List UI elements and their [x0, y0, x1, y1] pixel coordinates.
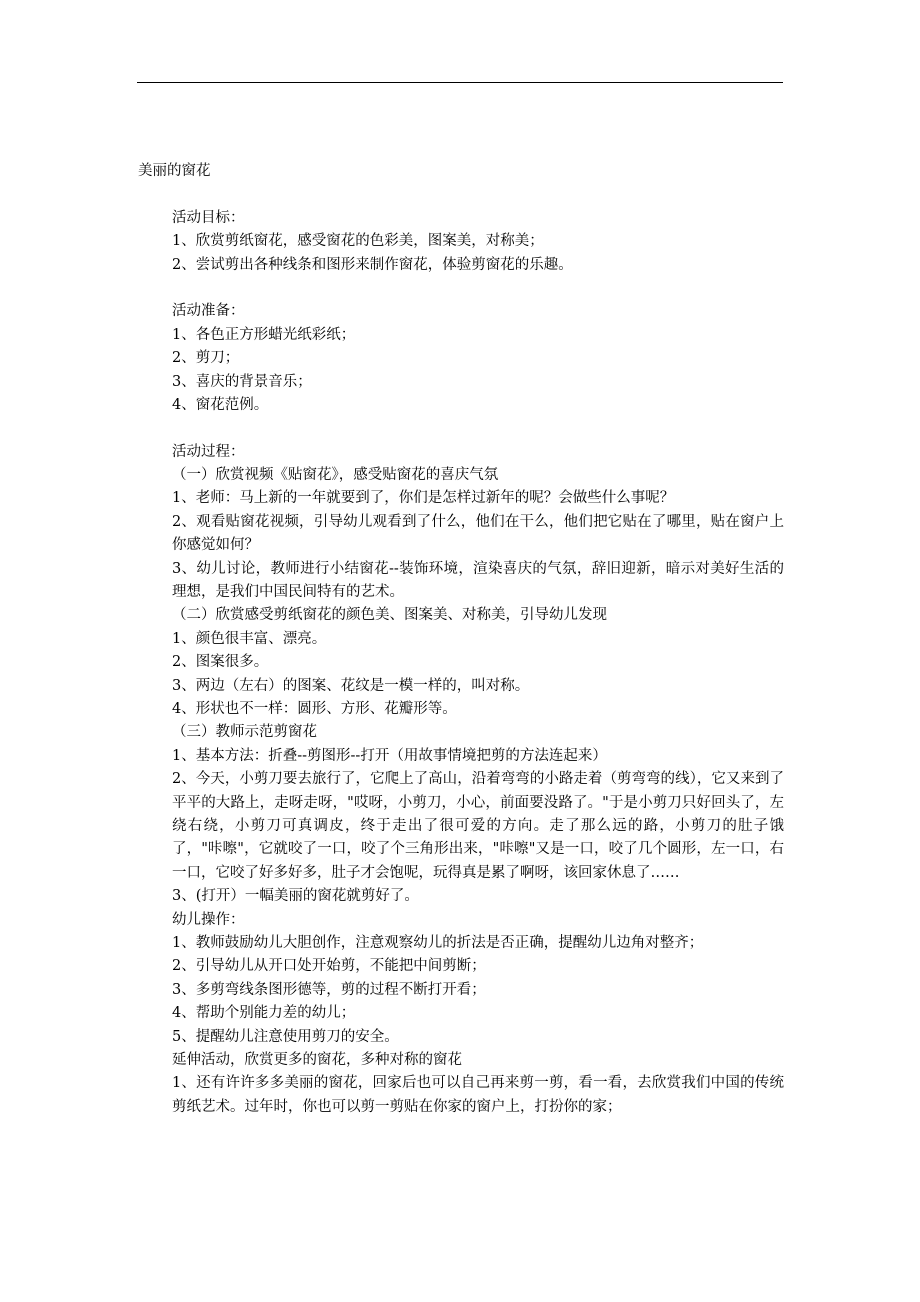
operation-item: 3、多剪弯线条图形德等，剪的过程不断打开看； [172, 981, 486, 998]
part1-paragraph: 3、幼儿讨论，教师进行小结窗花--装饰环境，渲染喜庆的气氛，辞旧迎新，暗示对美好生活的理想，是我们中国民间特有的艺术。 [172, 560, 784, 601]
operation-item: 1、教师鼓励幼儿大胆创作，注意观察幼儿的折法是否正确，提醒幼儿边角对整齐； [172, 935, 704, 952]
operation-item: 4、帮助个别能力差的幼儿； [172, 1005, 356, 1022]
prep-heading: 活动准备： [172, 303, 245, 320]
document-body [138, 160, 784, 1119]
process-heading: 活动过程： [172, 443, 245, 460]
part2-item: 4、形状也不一样：圆形、方形、花瓣形等。 [172, 701, 457, 718]
operation-heading: 幼儿操作： [172, 911, 245, 928]
header-rule [137, 82, 783, 83]
part2-item: 3、两边（左右）的图案、花纹是一模一样的，叫对称。 [172, 677, 530, 694]
goal-item: 2、尝试剪出各种线条和图形来制作窗花，体验剪窗花的乐趣。 [172, 256, 573, 273]
prep-item: 2、剪刀； [172, 350, 240, 367]
prep-item: 3、喜庆的背景音乐； [172, 373, 312, 390]
goals-heading: 活动目标： [172, 209, 245, 226]
part2-item: 1、颜色很丰富、漂亮。 [172, 630, 327, 647]
prep-item: 1、各色正方形蜡光纸彩纸； [172, 326, 356, 343]
extension-heading: 延伸活动，欣赏更多的窗花，多种对称的窗花 [172, 1051, 462, 1068]
part1-paragraph: 1、老师：马上新的一年就要到了，你们是怎样过新年的呢？会做些什么事呢？ [172, 490, 675, 507]
part1-heading: （一）欣赏视频《贴窗花》，感受贴窗花的喜庆气氛 [172, 467, 499, 484]
extension-paragraph: 1、还有许许多多美丽的窗花，回家后也可以自己再来剪一剪，看一看，去欣赏我们中国的传统剪纸艺术。过年时，你也可以剪一剪贴在你家的窗户上，打扮你的家； [172, 1075, 784, 1115]
part2-heading: （二）欣赏感受剪纸窗花的颜色美、图案美、对称美，引导幼儿发现 [172, 607, 607, 624]
document-title: 美丽的窗花 [138, 163, 211, 179]
part3-heading: （三）教师示范剪窗花 [172, 724, 317, 741]
prep-item: 4、窗花范例。 [172, 396, 269, 413]
operation-item: 2、引导幼儿从开口处开始剪，不能把中间剪断； [172, 958, 486, 975]
part2-item: 2、图案很多。 [172, 654, 269, 671]
part1-paragraph: 2、观看贴窗花视频，引导幼儿观看到了什么，他们在干么，他们把它贴在了哪里，贴在窗户上你感觉如何？ [172, 513, 784, 554]
part3-paragraph: 3、(打开）一幅美丽的窗花就剪好了。 [172, 888, 419, 905]
part3-paragraph: 1、基本方法：折叠--剪图形--打开（用故事情境把剪的方法连起来） [172, 747, 607, 764]
goal-item: 1、欣赏剪纸窗花，感受窗花的色彩美，图案美，对称美； [172, 233, 544, 250]
part3-paragraph: 2、今天，小剪刀要去旅行了，它爬上了高山，沿着弯弯的小路走着（剪弯弯的线），它又来到了平平的大路上，走呀走呀，"哎呀，小剪刀，小心，前面要没路了。"于是小剪刀只好回头了，左绕右绕，小剪刀可真调皮，终于走出了很可爱的方向。走了那么远的路，小剪刀的肚子饿了，"咔嚓"，它就咬了一口，咬了个三角形出来，"咔嚓"又是一口，咬了几个圆形，左一口，右一口，它咬了好多好多，肚子才会饱呢，玩得真是累了啊呀，该回家休息了…… [172, 771, 784, 881]
operation-item: 5、提醒幼儿注意使用剪刀的安全。 [172, 1028, 399, 1045]
